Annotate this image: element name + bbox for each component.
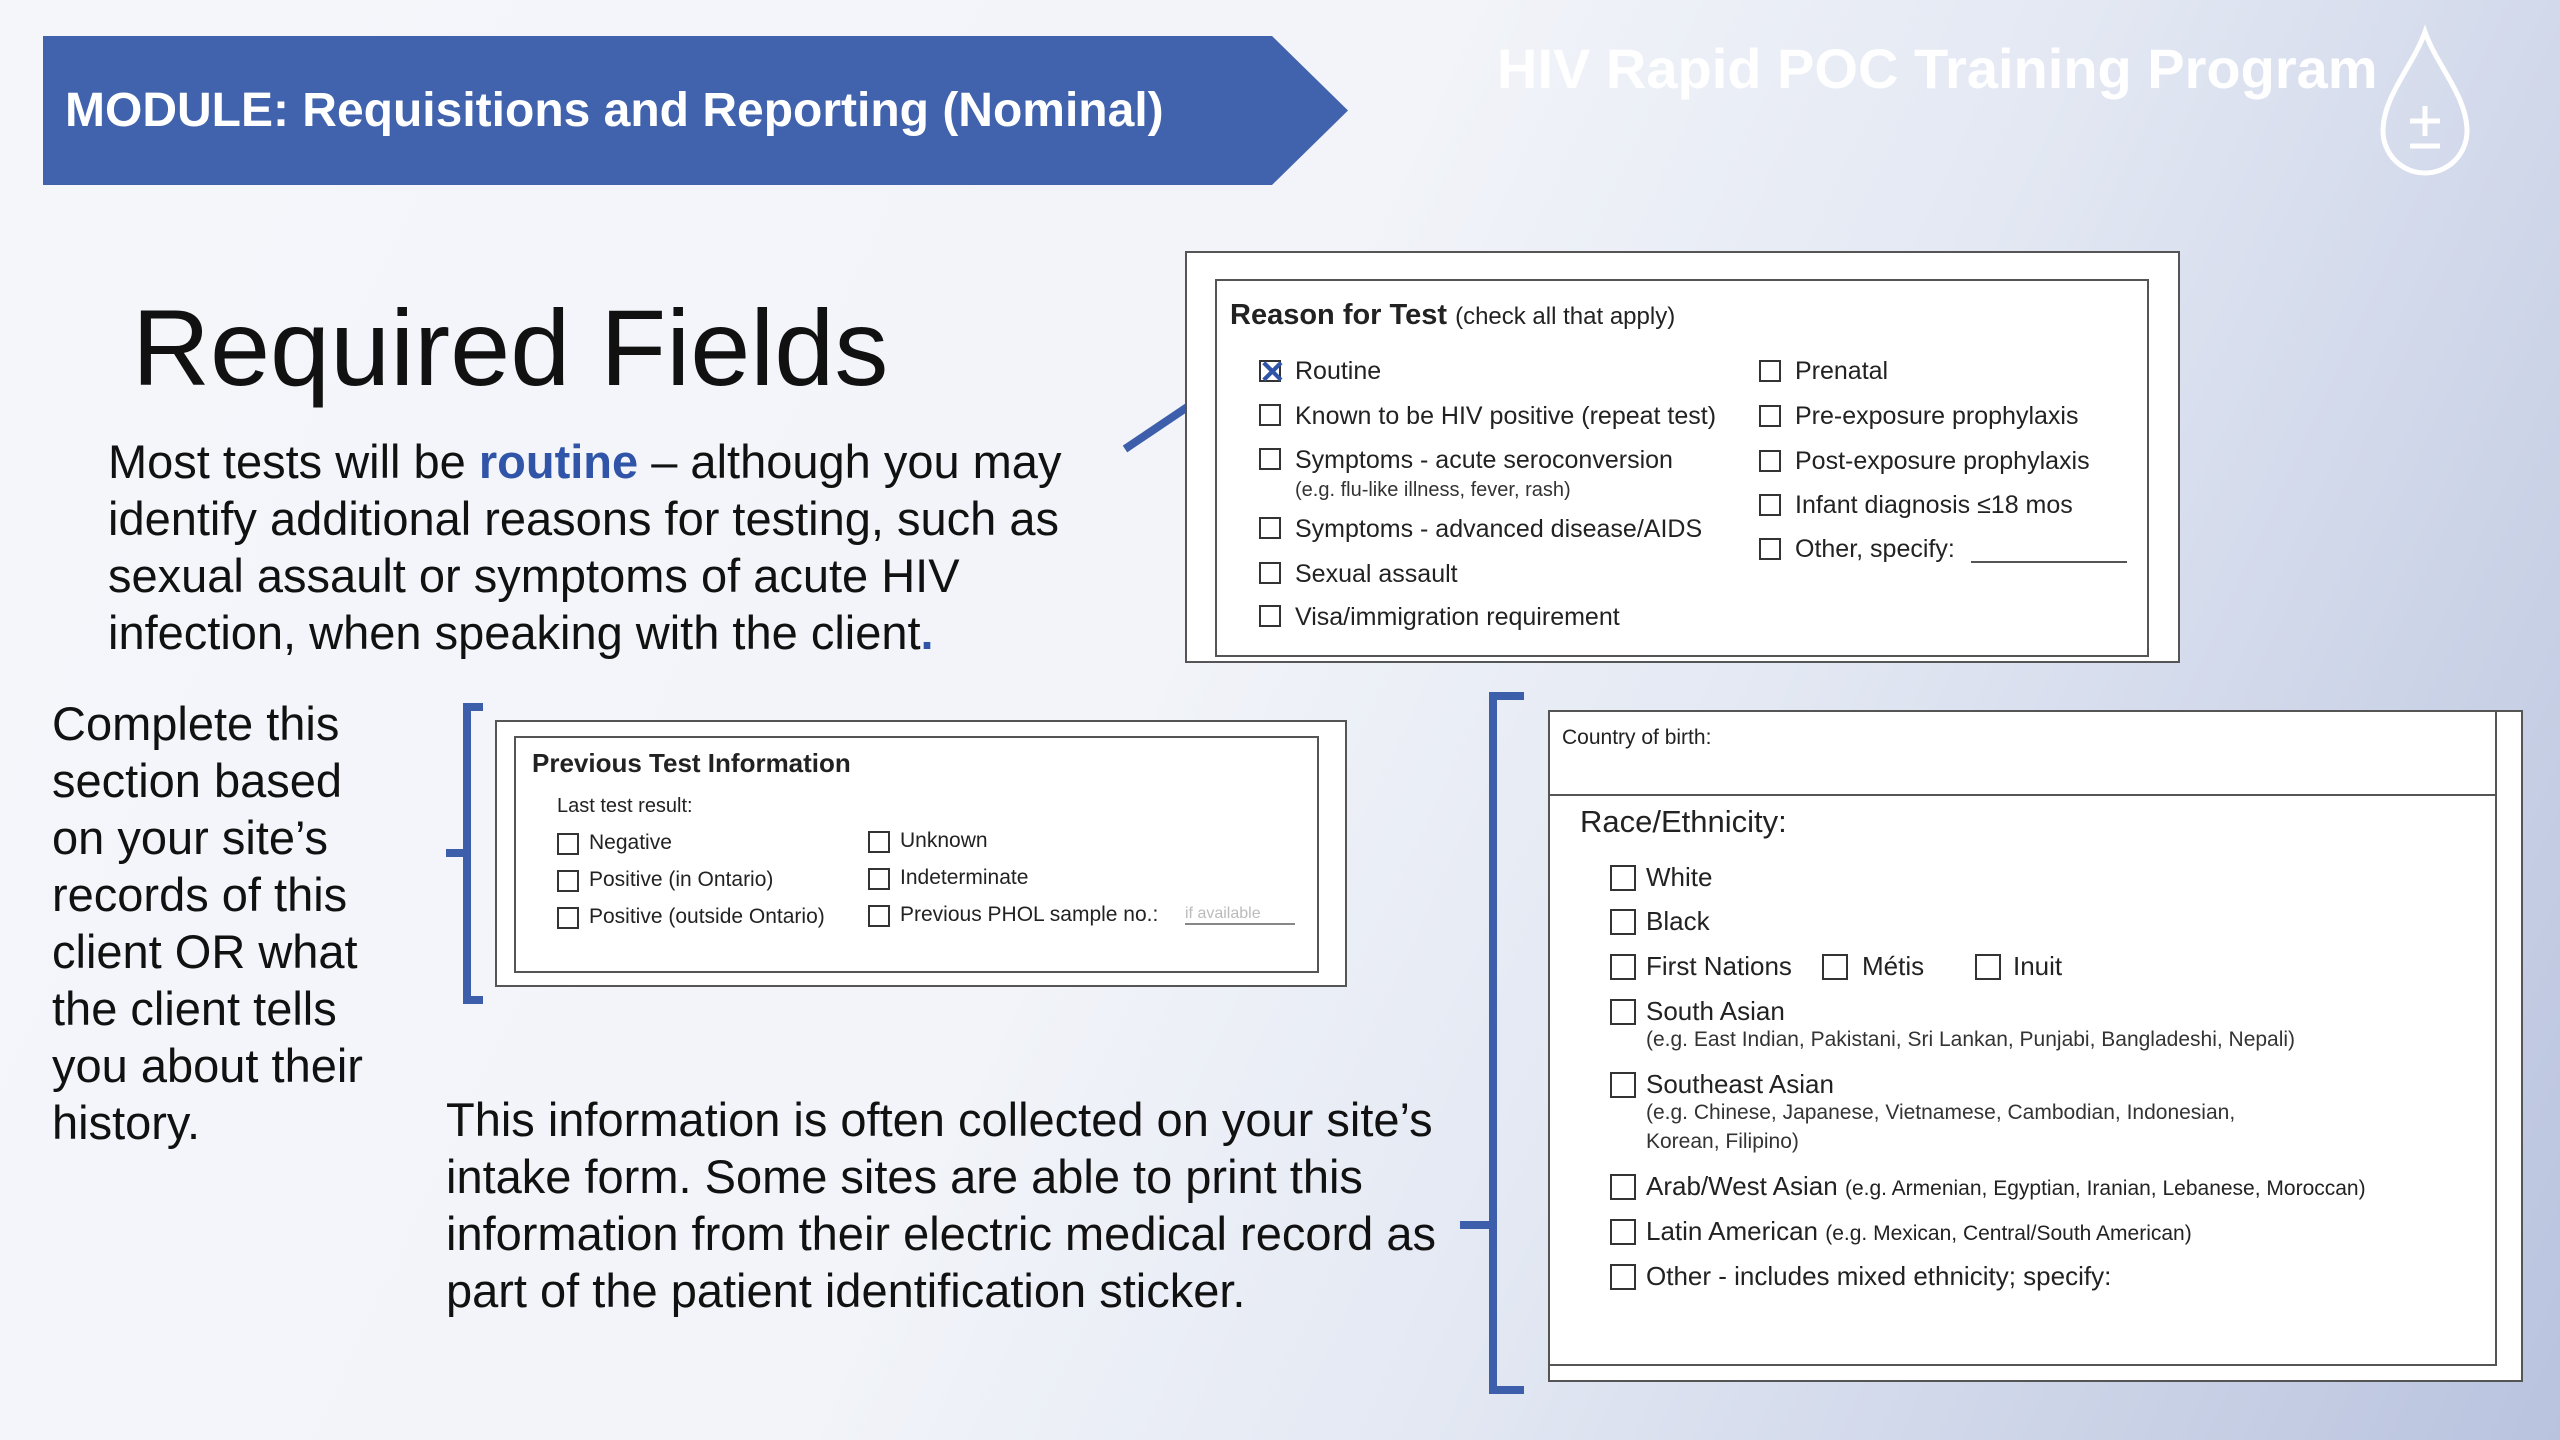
reason-sub-acute-seroconversion: (e.g. flu-like illness, fever, rash) (1295, 479, 1571, 501)
reason-heading-note: (check all that apply) (1455, 303, 1676, 330)
race-arab-text: Arab/West Asian (1646, 1171, 1838, 1201)
checkbox-white[interactable] (1610, 865, 1636, 891)
reason-label-prep: Pre-exposure prophylaxis (1795, 402, 2079, 430)
checkbox-first-nations[interactable] (1610, 954, 1636, 980)
page-title: Required Fields (132, 287, 889, 408)
race-label-metis: Métis (1862, 951, 1925, 981)
complete-section-paragraph: Complete this section based on your site’s records of this client OR what the client tells you about their history. (52, 697, 363, 1149)
routine-text-after: – although you may identify additional reasons for testing, such as sexual assault or symptoms of acute HIV infection, when speaking with the client (108, 435, 1062, 659)
program-title: HIV Rapid POC Training Program (1497, 37, 2378, 100)
checkbox-other-ethnicity[interactable] (1610, 1264, 1636, 1290)
previous-label-phol: Previous PHOL sample no.: (900, 903, 1159, 926)
previous-label-indeterminate: Indeterminate (900, 866, 1029, 889)
race-latin-eg: (e.g. Mexican, Central/South American) (1825, 1222, 2192, 1245)
intake-form-paragraph: This information is often collected on your site’s intake form. Some sites are able to print this information from their electric medical record as part of the patient identification sticker. (446, 1093, 1436, 1317)
routine-highlight: routine (478, 435, 639, 488)
checkbox-south-asian[interactable] (1610, 999, 1636, 1025)
race-label-southeast-asian: Southeast Asian (1646, 1069, 1834, 1099)
race-eg-southeast-asian-2: Korean, Filipino) (1646, 1130, 1799, 1153)
checkbox-black[interactable] (1610, 909, 1636, 935)
last-test-result-label: Last test result: (557, 795, 693, 817)
race-label-first-nations: First Nations (1646, 951, 1792, 981)
checkbox-inuit[interactable] (1975, 954, 2001, 980)
reason-label-prenatal: Prenatal (1795, 357, 1889, 385)
reason-label-other: Other, specify: (1795, 535, 1955, 563)
race-label-white: White (1646, 862, 1713, 892)
race-arab-eg: (e.g. Armenian, Egyptian, Iranian, Lebanese, Moroccan) (1844, 1177, 2366, 1200)
phol-sample-hint[interactable]: if available (1185, 905, 1295, 925)
routine-text-before: Most tests will be (108, 435, 479, 488)
race-label-black: Black (1646, 906, 1710, 936)
race-ethnicity-form (1548, 710, 2523, 1382)
routine-period: . (920, 606, 934, 659)
country-of-birth-label: Country of birth: (1562, 726, 1712, 749)
reason-label-known-positive: Known to be HIV positive (repeat test) (1295, 402, 1717, 430)
race-eg-south-asian: (e.g. East Indian, Pakistani, Sri Lankan, Punjabi, Bangladeshi, Nepali) (1646, 1028, 2296, 1051)
previous-label-positive-outside: Positive (outside Ontario) (589, 905, 825, 928)
reason-label-pep: Post-exposure prophylaxis (1795, 447, 2090, 475)
previous-form-heading: Previous Test Information (532, 748, 851, 778)
module-title: MODULE: Requisitions and Reporting (Nominal) (65, 84, 1164, 137)
reason-label-advanced-disease: Symptoms - advanced disease/AIDS (1295, 515, 1703, 543)
race-heading: Race/Ethnicity: (1580, 804, 1787, 839)
race-label-arab-west-asian (1646, 1171, 2366, 1202)
previous-label-negative: Negative (589, 831, 672, 854)
race-label-inuit: Inuit (2013, 951, 2063, 981)
previous-label-unknown: Unknown (900, 829, 988, 852)
reason-label-visa-immigration: Visa/immigration requirement (1295, 603, 1620, 631)
reason-heading-text: Reason for Test (1230, 299, 1448, 331)
race-form-inner-right-line (2495, 796, 2497, 1366)
previous-label-positive-ontario: Positive (in Ontario) (589, 868, 774, 891)
checkmark-x-icon: ✕ (1259, 354, 1286, 390)
reason-label-infant-diagnosis: Infant diagnosis ≤18 mos (1795, 491, 2073, 519)
race-label-south-asian: South Asian (1646, 996, 1785, 1026)
checkbox-latin-american[interactable] (1610, 1219, 1636, 1245)
race-label-other: Other - includes mixed ethnicity; specify: (1646, 1261, 2112, 1291)
reason-label-routine: Routine (1295, 357, 1382, 385)
reason-label-sexual-assault: Sexual assault (1295, 560, 1458, 588)
checkbox-metis[interactable] (1822, 954, 1848, 980)
reason-label-acute-seroconversion: Symptoms - acute seroconversion (1295, 446, 1673, 474)
checkbox-southeast-asian[interactable] (1610, 1072, 1636, 1098)
race-form-inner-bottom-line (1550, 1364, 2497, 1366)
race-eg-southeast-asian-1: (e.g. Chinese, Japanese, Vietnamese, Cambodian, Indonesian, (1646, 1101, 2236, 1124)
country-birth-field[interactable] (1550, 712, 2497, 796)
race-latin-text: Latin American (1646, 1216, 1818, 1246)
race-label-latin-american (1646, 1216, 2192, 1247)
checkbox-arab-west-asian[interactable] (1610, 1174, 1636, 1200)
